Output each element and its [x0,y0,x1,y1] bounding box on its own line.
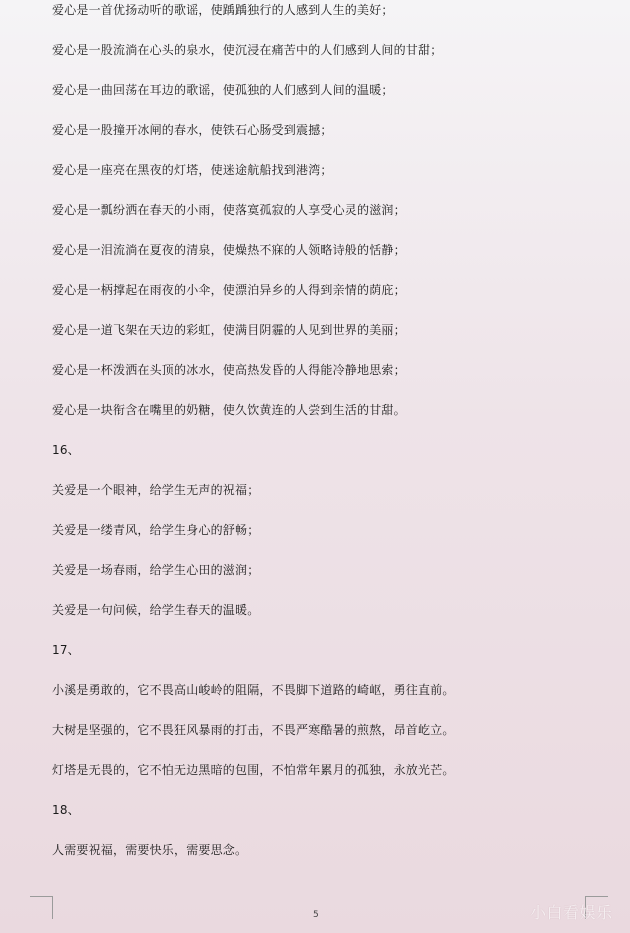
text-line: 爱心是一杯泼洒在头顶的冰水，使高热发昏的人得能冷静地思索； [52,363,406,377]
text-line: 爱心是一块衔含在嘴里的奶糖，使久饮黄连的人尝到生活的甘甜。 [52,403,406,417]
text-line: 灯塔是无畏的，它不怕无边黑暗的包围，不怕常年累月的孤独，永放光芒。 [52,763,455,777]
text-line: 关爱是一缕青风，给学生身心的舒畅； [52,523,260,537]
page-corner-mark-left [30,896,53,919]
text-line: 爱心是一首优扬动听的歌谣，使踽踽独行的人感到人生的美好； [52,3,394,17]
text-line: 爱心是一曲回荡在耳边的歌谣，使孤独的人们感到人间的温暖； [52,83,394,97]
text-line: 人需要祝福，需要快乐，需要思念。 [52,843,248,857]
text-line: 小溪是勇敢的，它不畏高山峻岭的阻隔，不畏脚下道路的崎岖，勇往直前。 [52,683,455,697]
page-number: 5 [313,910,319,920]
text-line: 爱心是一柄撑起在雨夜的小伞，使漂泊异乡的人得到亲情的荫庇； [52,283,406,297]
text-line: 爱心是一瓢纷洒在春天的小雨，使落寞孤寂的人享受心灵的滋润； [52,203,406,217]
watermark: 小白看娱乐 [530,903,613,922]
text-line: 关爱是一场春雨，给学生心田的滋润； [52,563,260,577]
section-number: 17、 [52,643,80,657]
text-line: 爱心是一股撞开冰闸的春水，使铁石心肠受到震撼； [52,123,333,137]
text-line: 爱心是一座亮在黑夜的灯塔，使迷途航船找到港湾； [52,163,333,177]
text-line: 爱心是一股流淌在心头的泉水，使沉浸在痛苦中的人们感到人间的甘甜； [52,43,443,57]
text-line: 关爱是一个眼神，给学生无声的祝福； [52,483,260,497]
text-line: 关爱是一句问候，给学生春天的温暖。 [52,603,260,617]
text-line: 爱心是一泪流淌在夏夜的清泉，使燥热不寐的人领略诗般的恬静； [52,243,406,257]
section-number: 18、 [52,803,80,817]
section-number: 16、 [52,443,80,457]
text-line: 爱心是一道飞架在天边的彩虹，使满目阴霾的人见到世界的美丽； [52,323,406,337]
text-line: 大树是坚强的，它不畏狂风暴雨的打击，不畏严寒酷暑的煎熬，昂首屹立。 [52,723,455,737]
